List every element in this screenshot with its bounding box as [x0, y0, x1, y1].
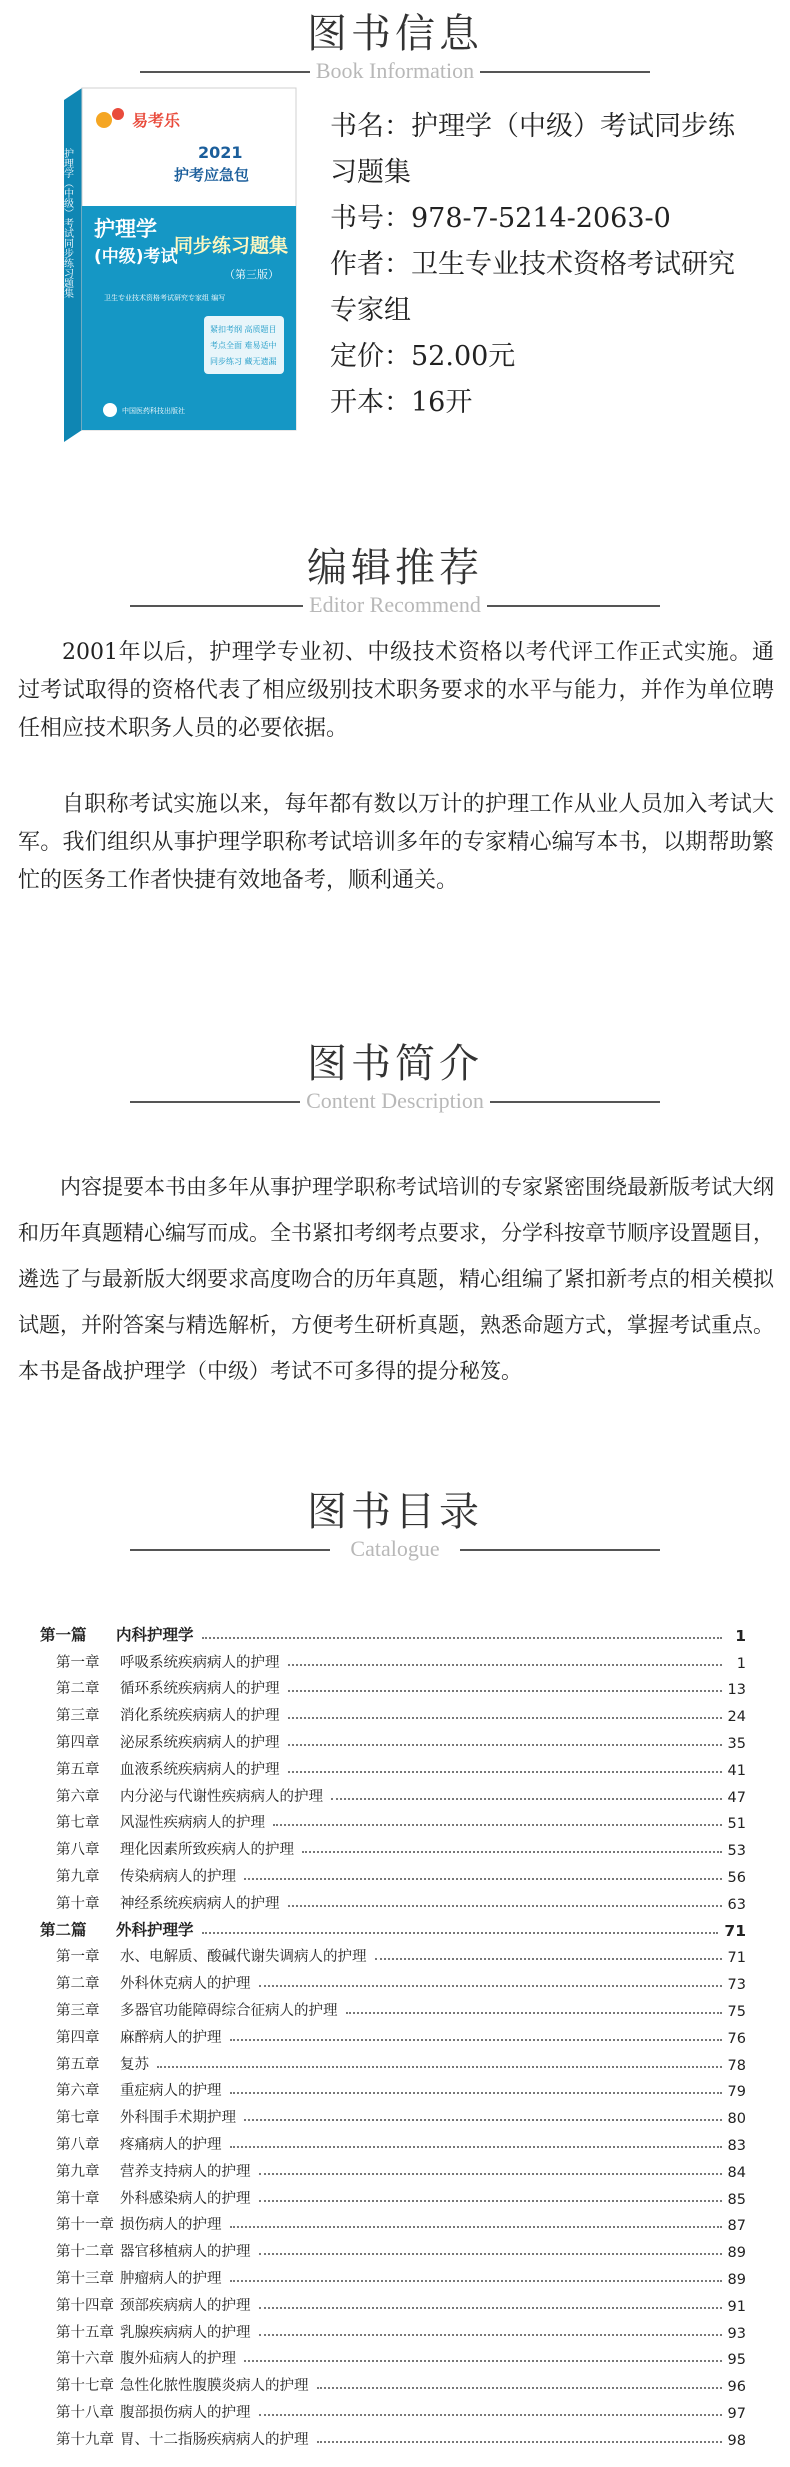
toc-dot-leader: [302, 1851, 722, 1853]
toc-entry-number: 第十七章: [56, 2378, 114, 2395]
toc-page-number: 13: [727, 1682, 746, 1699]
toc-entry-number: 第二篇: [40, 1920, 87, 1939]
toc-chapter-row: [40, 2020, 746, 2047]
toc-entry-label: [40, 2374, 309, 2395]
toc-page-number: 1: [736, 1655, 746, 1672]
toc-entry-label: [40, 2240, 251, 2261]
book-info-title: 图书信息: [307, 11, 483, 57]
cover-year: 2021: [198, 143, 243, 162]
editor-subtitle: Editor Recommend: [303, 592, 487, 617]
toc-entry-title: 疼痛病人的护理: [120, 2136, 222, 2153]
editor-subtitle-row: [0, 592, 790, 618]
toc-entry-title: 急性化脓性腹膜炎病人的护理: [120, 2378, 309, 2395]
toc-chapter-row: [40, 1859, 746, 1886]
toc-entry-label: [40, 1731, 280, 1752]
toc-entry-number: 第十章: [56, 1895, 100, 1912]
toc-page-number: 71: [724, 1921, 746, 1940]
toc-page-number: 93: [727, 2325, 746, 2342]
toc-chapter-row: [40, 1940, 746, 1967]
toc-entry-title: 损伤病人的护理: [120, 2217, 222, 2234]
cover-logo-text: 易考乐: [132, 111, 181, 130]
toc-page-number: 76: [727, 2030, 746, 2047]
toc-dot-leader: [346, 2012, 722, 2014]
toc-entry-title: 消化系统疾病病人的护理: [120, 1708, 280, 1725]
toc-dot-leader: [288, 1717, 722, 1719]
toc-chapter-row: [40, 2315, 746, 2342]
toc-entry-label: [40, 1865, 236, 1886]
toc-entry-number: 第二章: [56, 1681, 100, 1698]
toc-chapter-row: [40, 2261, 746, 2288]
toc-dot-leader: [230, 2146, 722, 2148]
toc-page-number: 84: [727, 2164, 746, 2181]
toc-entry-number: 第九章: [56, 1868, 100, 1885]
toc-entry-label: [40, 2053, 149, 2074]
toc-dot-leader: [230, 2092, 722, 2094]
toc-chapter-row: [40, 1752, 746, 1779]
cover-author: 卫生专业技术资格考试研究专家组 编写: [104, 294, 226, 302]
toc-entry-title: 外科感染病人的护理: [120, 2190, 251, 2207]
toc-chapter-row: [40, 2368, 746, 2395]
toc-entry-number: 第八章: [56, 2136, 100, 2153]
toc-entry-title: 颈部疾病病人的护理: [120, 2297, 251, 2314]
toc-entry-number: 第五章: [56, 2056, 100, 2073]
book-info-line: 书号：978-7-5214-2063-0: [330, 203, 671, 234]
toc-entry-number: 第四章: [56, 1734, 100, 1751]
cover-publisher: 中国医药科技出版社: [122, 407, 185, 415]
book-info-subtitle-row: [0, 58, 790, 84]
toc-chapter-row: [40, 2234, 746, 2261]
toc-entry-title: 腹部损伤病人的护理: [120, 2404, 251, 2421]
toc-entry-title: 胃、十二指肠疾病病人的护理: [120, 2431, 309, 2448]
toc-entry-title: 营养支持病人的护理: [120, 2163, 251, 2180]
toc-dot-leader: [157, 2066, 722, 2068]
toc-page-number: 78: [727, 2057, 746, 2074]
toc-entry-title: 血液系统疾病病人的护理: [120, 1761, 280, 1778]
toc-entry-number: 第三章: [56, 1708, 100, 1725]
divider-right: [450, 71, 650, 73]
toc-dot-leader: [331, 1798, 722, 1800]
toc-page-number: 95: [727, 2352, 746, 2369]
toc-page-number: 63: [727, 1896, 746, 1913]
toc-part-row: [40, 1618, 746, 1645]
editor-title: 编辑推荐: [307, 545, 483, 591]
toc-chapter-row: [40, 1779, 746, 1806]
toc-dot-leader: [317, 2441, 722, 2443]
editor-paragraph-1: 2001年以后，护理学专业初、中级技术资格以考代评工作正式实施。通过考试取得的资格代表了相应级别技术职务要求的水平与能力，并作为单位聘任相应技术职务人员的必要依据。: [18, 640, 774, 741]
toc-entry-title: 风湿性疾病病人的护理: [120, 1815, 265, 1832]
toc-entry-label: [40, 1999, 338, 2020]
toc-chapter-row: [40, 1832, 746, 1859]
toc-entry-title: 理化因素所致疾病人的护理: [120, 1842, 294, 1859]
toc-entry-label: [40, 1838, 294, 1859]
toc-entry-label: [40, 2079, 222, 2100]
divider-left: [130, 1549, 330, 1551]
toc-entry-title: 循环系统疾病病人的护理: [120, 1681, 280, 1698]
catalogue-subtitle-row: [0, 1536, 790, 1562]
toc-entry-title: 外科护理学: [116, 1920, 194, 1939]
toc-chapter-row: [40, 2342, 746, 2369]
catalogue-subtitle: Catalogue: [344, 1536, 445, 1561]
book-info-header: [0, 10, 790, 84]
toc-dot-leader: [288, 1771, 722, 1773]
toc-dot-leader: [259, 2253, 722, 2255]
toc-entry-label: [40, 2321, 251, 2342]
toc-page-number: 96: [727, 2379, 746, 2396]
editor-header: [0, 544, 790, 618]
toc-entry-number: 第四章: [56, 2029, 100, 2046]
toc-page-number: 56: [727, 1869, 746, 1886]
toc-entry-title: 多器官功能障碍综合征病人的护理: [120, 2002, 338, 2019]
toc-dot-leader: [244, 2360, 722, 2362]
toc-entry-label: [40, 1785, 323, 1806]
toc-entry-label: [40, 2428, 309, 2449]
toc-dot-leader: [259, 2334, 722, 2336]
toc-entry-number: 第三章: [56, 2002, 100, 2019]
toc-chapter-row: [40, 1806, 746, 1833]
cover-spine-text: 护理学（中级）考试同步练习题集: [61, 148, 73, 298]
toc-chapter-row: [40, 2154, 746, 2181]
catalogue-header: [0, 1488, 790, 1562]
book-info-line: 开本：16开: [330, 387, 473, 418]
toc-entry-number: 第十三章: [56, 2270, 114, 2287]
toc-dot-leader: [202, 1932, 719, 1934]
toc-entry-title: 乳腺疾病病人的护理: [120, 2324, 251, 2341]
toc-chapter-row: [40, 2074, 746, 2101]
toc-dot-leader: [259, 2414, 722, 2416]
toc-entry-label: [40, 2401, 251, 2422]
toc-entry-number: 第十八章: [56, 2404, 114, 2421]
toc-dot-leader: [259, 2173, 722, 2175]
toc-chapter-row: [40, 1725, 746, 1752]
toc-entry-label: [40, 2347, 236, 2368]
toc-dot-leader: [259, 1985, 722, 1987]
cover-feature-3: 同步练习 藏无遗漏: [210, 357, 277, 366]
toc-page-number: 47: [727, 1789, 746, 1806]
toc-entry-number: 第八章: [56, 1842, 100, 1859]
toc-entry-title: 传染病病人的护理: [120, 1868, 236, 1885]
toc-entry-title: 内分泌与代谢性疾病病人的护理: [120, 1788, 323, 1805]
toc-page-number: 85: [727, 2191, 746, 2208]
toc-entry-title: 器官移植病人的护理: [120, 2244, 251, 2261]
toc-entry-number: 第十一章: [56, 2217, 114, 2234]
toc-dot-leader: [317, 2387, 722, 2389]
toc-entry-number: 第九章: [56, 2163, 100, 2180]
toc-chapter-row: [40, 1886, 746, 1913]
toc-dot-leader: [259, 2307, 722, 2309]
book-info-line: 定价：52.00元: [330, 341, 516, 372]
toc-page-number: 97: [727, 2405, 746, 2422]
toc-entry-label: [40, 1758, 280, 1779]
toc-entry-title: 神经系统疾病病人的护理: [120, 1895, 280, 1912]
content-text: [18, 1164, 774, 1394]
toc-page-number: 35: [727, 1735, 746, 1752]
toc-entry-title: 麻醉病人的护理: [120, 2029, 222, 2046]
toc-chapter-row: [40, 1698, 746, 1725]
toc-entry-label: [40, 2294, 251, 2315]
toc-dot-leader: [202, 1637, 722, 1639]
toc-dot-leader: [288, 1905, 722, 1907]
toc-dot-leader: [288, 1664, 723, 1666]
toc-entry-number: 第二章: [56, 1976, 100, 1993]
toc-entry-number: 第一章: [56, 1654, 100, 1671]
book-info-line: 作者：卫生专业技术资格考试研究: [330, 249, 735, 280]
cover-feature-2: 考点全面 难易适中: [210, 341, 277, 350]
toc-page-number: 51: [727, 1816, 746, 1833]
book-info-line: 习题集: [330, 157, 411, 188]
toc-entry-number: 第十章: [56, 2190, 100, 2207]
toc-dot-leader: [375, 1958, 722, 1960]
toc-page-number: 53: [727, 1843, 746, 1860]
toc-page-number: 80: [727, 2111, 746, 2128]
toc-entry-title: 内科护理学: [116, 1625, 194, 1644]
toc-dot-leader: [230, 2280, 722, 2282]
toc-entry-number: 第六章: [56, 2083, 100, 2100]
divider-left: [130, 1101, 310, 1103]
content-subtitle: Content Description: [300, 1088, 490, 1113]
toc-entry-number: 第五章: [56, 1761, 100, 1778]
toc-chapter-row: [40, 2100, 746, 2127]
book-info-details: [330, 104, 780, 426]
toc-chapter-row: [40, 2422, 746, 2449]
toc-page-number: 71: [727, 1950, 746, 1967]
cover-feature-1: 紧扣考纲 高质题目: [210, 325, 277, 334]
toc-entry-title: 重症病人的护理: [120, 2083, 222, 2100]
cover-title-big: 同步练习题集: [174, 235, 289, 257]
toc-entry-number: 第十四章: [56, 2297, 114, 2314]
toc-entry-label: [40, 1623, 194, 1645]
toc-chapter-row: [40, 2395, 746, 2422]
toc-entry-title: 泌尿系统疾病病人的护理: [120, 1734, 280, 1751]
content-header: [0, 1040, 790, 1114]
toc-entry-label: [40, 2106, 236, 2127]
toc-entry-number: 第一篇: [40, 1625, 87, 1644]
toc-part-row: [40, 1913, 746, 1940]
toc-entry-number: 第七章: [56, 2110, 100, 2127]
cover-series: 护考应急包: [174, 166, 250, 184]
toc-entry-label: [40, 1892, 280, 1913]
toc-entry-label: [40, 1704, 280, 1725]
toc-entry-label: [40, 2133, 222, 2154]
toc-page-number: 24: [727, 1709, 746, 1726]
toc-entry-title: 腹外疝病人的护理: [120, 2351, 236, 2368]
toc-page-number: 87: [727, 2218, 746, 2235]
divider-right: [460, 1549, 660, 1551]
toc-page-number: 41: [727, 1762, 746, 1779]
toc-page-number: 89: [727, 2245, 746, 2262]
content-paragraph: 内容提要本书由多年从事护理学职称考试培训的专家紧密围绕最新版考试大纲和历年真题精心编写而成。全书紧扣考纲考点要求，分学科按章节顺序设置题目，遴选了与最新版大纲要求高度吻合的历年真题，精心组编了紧扣新考点的相关模拟试题，并附答案与精选解析，方便考生研析真题，熟悉命题方式，掌握考试重点。本书是备战护理学（中级）考试不可多得的提分秘笈。: [18, 1175, 774, 1383]
toc-entry-title: 外科围手术期护理: [120, 2110, 236, 2127]
toc-entry-title: 水、电解质、酸碱代谢失调病人的护理: [120, 1949, 367, 1966]
toc-entry-number: 第十五章: [56, 2324, 114, 2341]
toc-entry-title: 呼吸系统疾病病人的护理: [120, 1654, 280, 1671]
book-info-line: 书名：护理学（中级）考试同步练: [330, 111, 735, 142]
content-subtitle-row: [0, 1088, 790, 1114]
toc-chapter-row: [40, 1645, 746, 1672]
toc-page-number: 83: [727, 2137, 746, 2154]
editor-paragraph-2: 自职称考试实施以来，每年都有数以万计的护理工作从业人员加入考试大军。我们组织从事护理学职称考试培训多年的专家精心编写本书，以期帮助繁忙的医务工作者快捷有效地备考，顺利通关。: [18, 792, 774, 893]
divider-right: [480, 1101, 660, 1103]
toc-entry-number: 第十六章: [56, 2351, 114, 2368]
cover-edition: （第三版）: [224, 268, 279, 281]
toc-entry-label: [40, 1972, 251, 1993]
editor-text: [18, 634, 774, 900]
toc-chapter-row: [40, 2047, 746, 2074]
book-info-subtitle: Book Information: [310, 58, 480, 83]
toc-entry-label: [40, 2160, 251, 2181]
toc-entry-number: 第十二章: [56, 2244, 114, 2261]
toc-chapter-row: [40, 2288, 746, 2315]
toc-chapter-row: [40, 1672, 746, 1699]
toc-page-number: 98: [727, 2432, 746, 2449]
toc-dot-leader: [230, 2039, 722, 2041]
toc-entry-label: [40, 1811, 265, 1832]
toc-entry-title: 肿瘤病人的护理: [120, 2270, 222, 2287]
toc-entry-number: 第十九章: [56, 2431, 114, 2448]
toc-page-number: 89: [727, 2271, 746, 2288]
toc-chapter-row: [40, 1993, 746, 2020]
toc-entry-label: [40, 2213, 222, 2234]
toc-page-number: 1: [735, 1626, 746, 1645]
toc-dot-leader: [244, 2119, 722, 2121]
toc-entry-number: 第一章: [56, 1949, 100, 1966]
toc-dot-leader: [259, 2200, 722, 2202]
toc-dot-leader: [244, 1878, 722, 1880]
toc-entry-number: 第七章: [56, 1815, 100, 1832]
toc-entry-label: [40, 2026, 222, 2047]
toc-dot-leader: [273, 1824, 722, 1826]
toc-chapter-row: [40, 2181, 746, 2208]
toc-entry-title: 复苏: [120, 2056, 149, 2073]
toc-entry-title: 外科休克病人的护理: [120, 1976, 251, 1993]
toc-chapter-row: [40, 2127, 746, 2154]
toc-page-number: 75: [727, 2003, 746, 2020]
book-cover-image: [61, 88, 296, 442]
toc-dot-leader: [288, 1690, 722, 1692]
cover-title-line2: (中级)考试: [94, 247, 178, 267]
toc-chapter-row: [40, 2208, 746, 2235]
content-title: 图书简介: [307, 1041, 483, 1087]
book-info-line: 专家组: [330, 295, 411, 326]
toc-entry-label: [40, 1651, 280, 1672]
catalogue-list: [40, 1618, 746, 2449]
toc-entry-label: [40, 1677, 280, 1698]
toc-entry-label: [40, 1918, 194, 1940]
toc-page-number: 91: [727, 2298, 746, 2315]
toc-chapter-row: [40, 1966, 746, 1993]
toc-dot-leader: [288, 1744, 722, 1746]
toc-dot-leader: [230, 2226, 722, 2228]
toc-page-number: 73: [727, 1977, 746, 1994]
toc-entry-label: [40, 1945, 367, 1966]
cover-title-line1: 护理学: [94, 217, 157, 241]
toc-page-number: 79: [727, 2084, 746, 2101]
toc-entry-number: 第六章: [56, 1788, 100, 1805]
toc-entry-label: [40, 2187, 251, 2208]
catalogue-title: 图书目录: [307, 1489, 483, 1535]
toc-entry-label: [40, 2267, 222, 2288]
